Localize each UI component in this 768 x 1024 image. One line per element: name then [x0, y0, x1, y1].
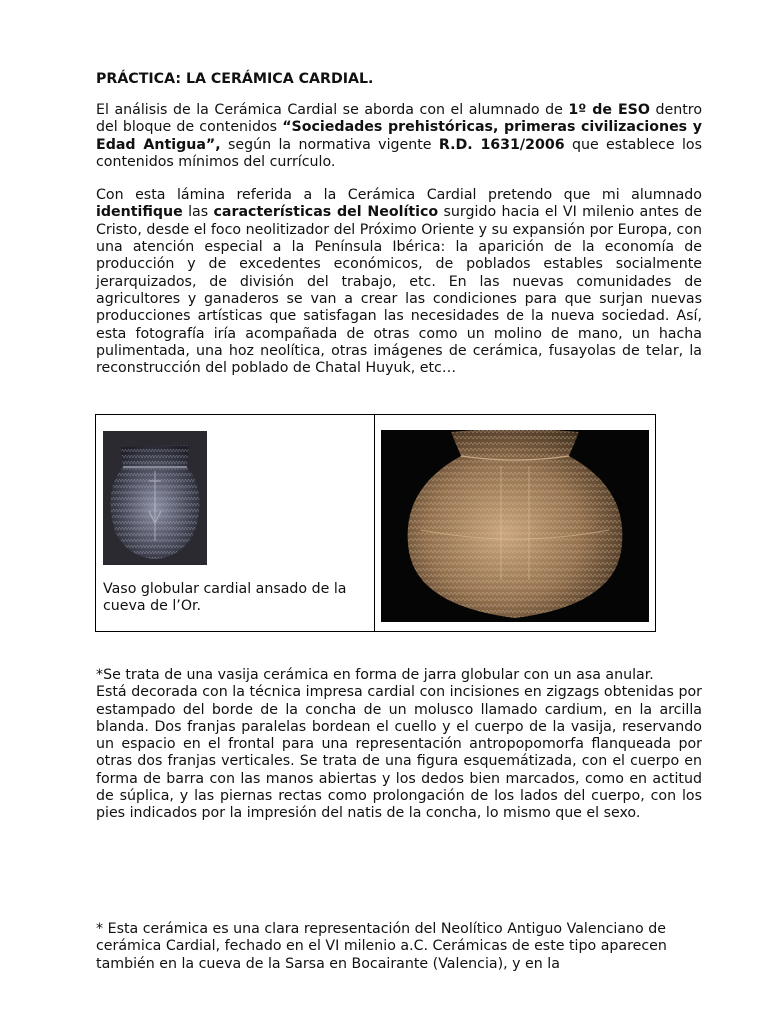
intro-bold-course: 1º de ESO [568, 102, 650, 118]
table-divider [374, 415, 375, 631]
intro-text-1: El análisis de la Cerámica Cardial se aborda con el alumnado de [96, 102, 569, 118]
objective-text-1: Con esta lámina referida a la Cerámica Cardial pretendo que mi alumnado [96, 187, 702, 204]
closing-paragraph: * Esta cerámica es una clara representación del Neolítico Antiguo Valenciano de cerámica Cardial, fechado en el VI milenio a.C. Cerámicas de este tipo aparecen también en la cueva de la Sarsa en Bocairante (Valencia), y en la [96, 921, 667, 972]
figure-caption: Vaso globular cardial ansado de la cueva de l’Or. [103, 581, 347, 615]
description-paragraph-1: *Se trata de una vasija cerámica en forma de jarra globular con un asa anular. [96, 667, 654, 683]
vessel-photo-large [381, 430, 649, 622]
vessel-photo-small [103, 431, 207, 565]
closing-section [96, 921, 702, 973]
figure-table [95, 414, 656, 632]
intro-bold-block: “Sociedades prehistóricas, primeras civilizaciones y Edad Antigua”, [96, 119, 702, 153]
objective-text-2: las [182, 204, 214, 221]
intro-text-4: que establece los contenidos mínimos del currículo. [96, 136, 702, 170]
objective-text-3: surgido hacia el VI milenio antes de Cristo, desde el foco neolitizador del Próximo Oriente y su expansión por Europa, con una atención especial a la Península Ibérica: la aparición de la economía de producción y de excedentes económicos, de poblados estables socialmente jerarquizados, de división del trabajo, etc. En las nuevas comunidades de agricultores y ganaderos se van a crear las condiciones para que surjan nuevas producciones artísticas que satisfagan las necesidades de la nueva sociedad. Así, esta fotografía iría acompañada de otras como un molino de mano, un hacha pulimentada, una hoz neolítica, otras imágenes de cerámica, fusayolas de telar, la reconstrucción del poblado de Chatal Huyuk, etc… [96, 204, 702, 377]
document-body [96, 70, 702, 377]
intro-text-2: dentro del bloque de contenidos [96, 102, 702, 136]
intro-paragraph [96, 102, 702, 171]
intro-text-3: según la normativa vigente [220, 136, 439, 153]
document-title: PRÁCTICA: LA CERÁMICA CARDIAL. [96, 71, 374, 87]
objective-paragraph [96, 187, 702, 377]
intro-bold-decree: R.D. 1631/2006 [438, 136, 565, 153]
description-paragraph-2: Está decorada con la técnica impresa cardial con incisiones en zigzags obtenidas por estampado del borde de la concha de un molusco llamado cardium, en la arcilla blanda. Dos franjas paralelas bordean el cuello y el cuerpo de la vasija, reservando un espacio en el frontal para una representación antropopomorfa flanqueada por otras dos franjas verticales. Se trata de una figura esquemátizada, con el cuerpo en forma de barra con las manos abiertas y los dedos bien marcados, como en actitud de súplica, y las piernas rectas como prolongación de los lados del cuerpo, con los pies indicados por la impresión del natis de la concha, lo mismo que el sexo. [96, 684, 702, 822]
objective-bold-identify: identifique [96, 204, 183, 221]
objective-bold-features: características del Neolítico [213, 204, 439, 221]
description-section [96, 667, 702, 823]
